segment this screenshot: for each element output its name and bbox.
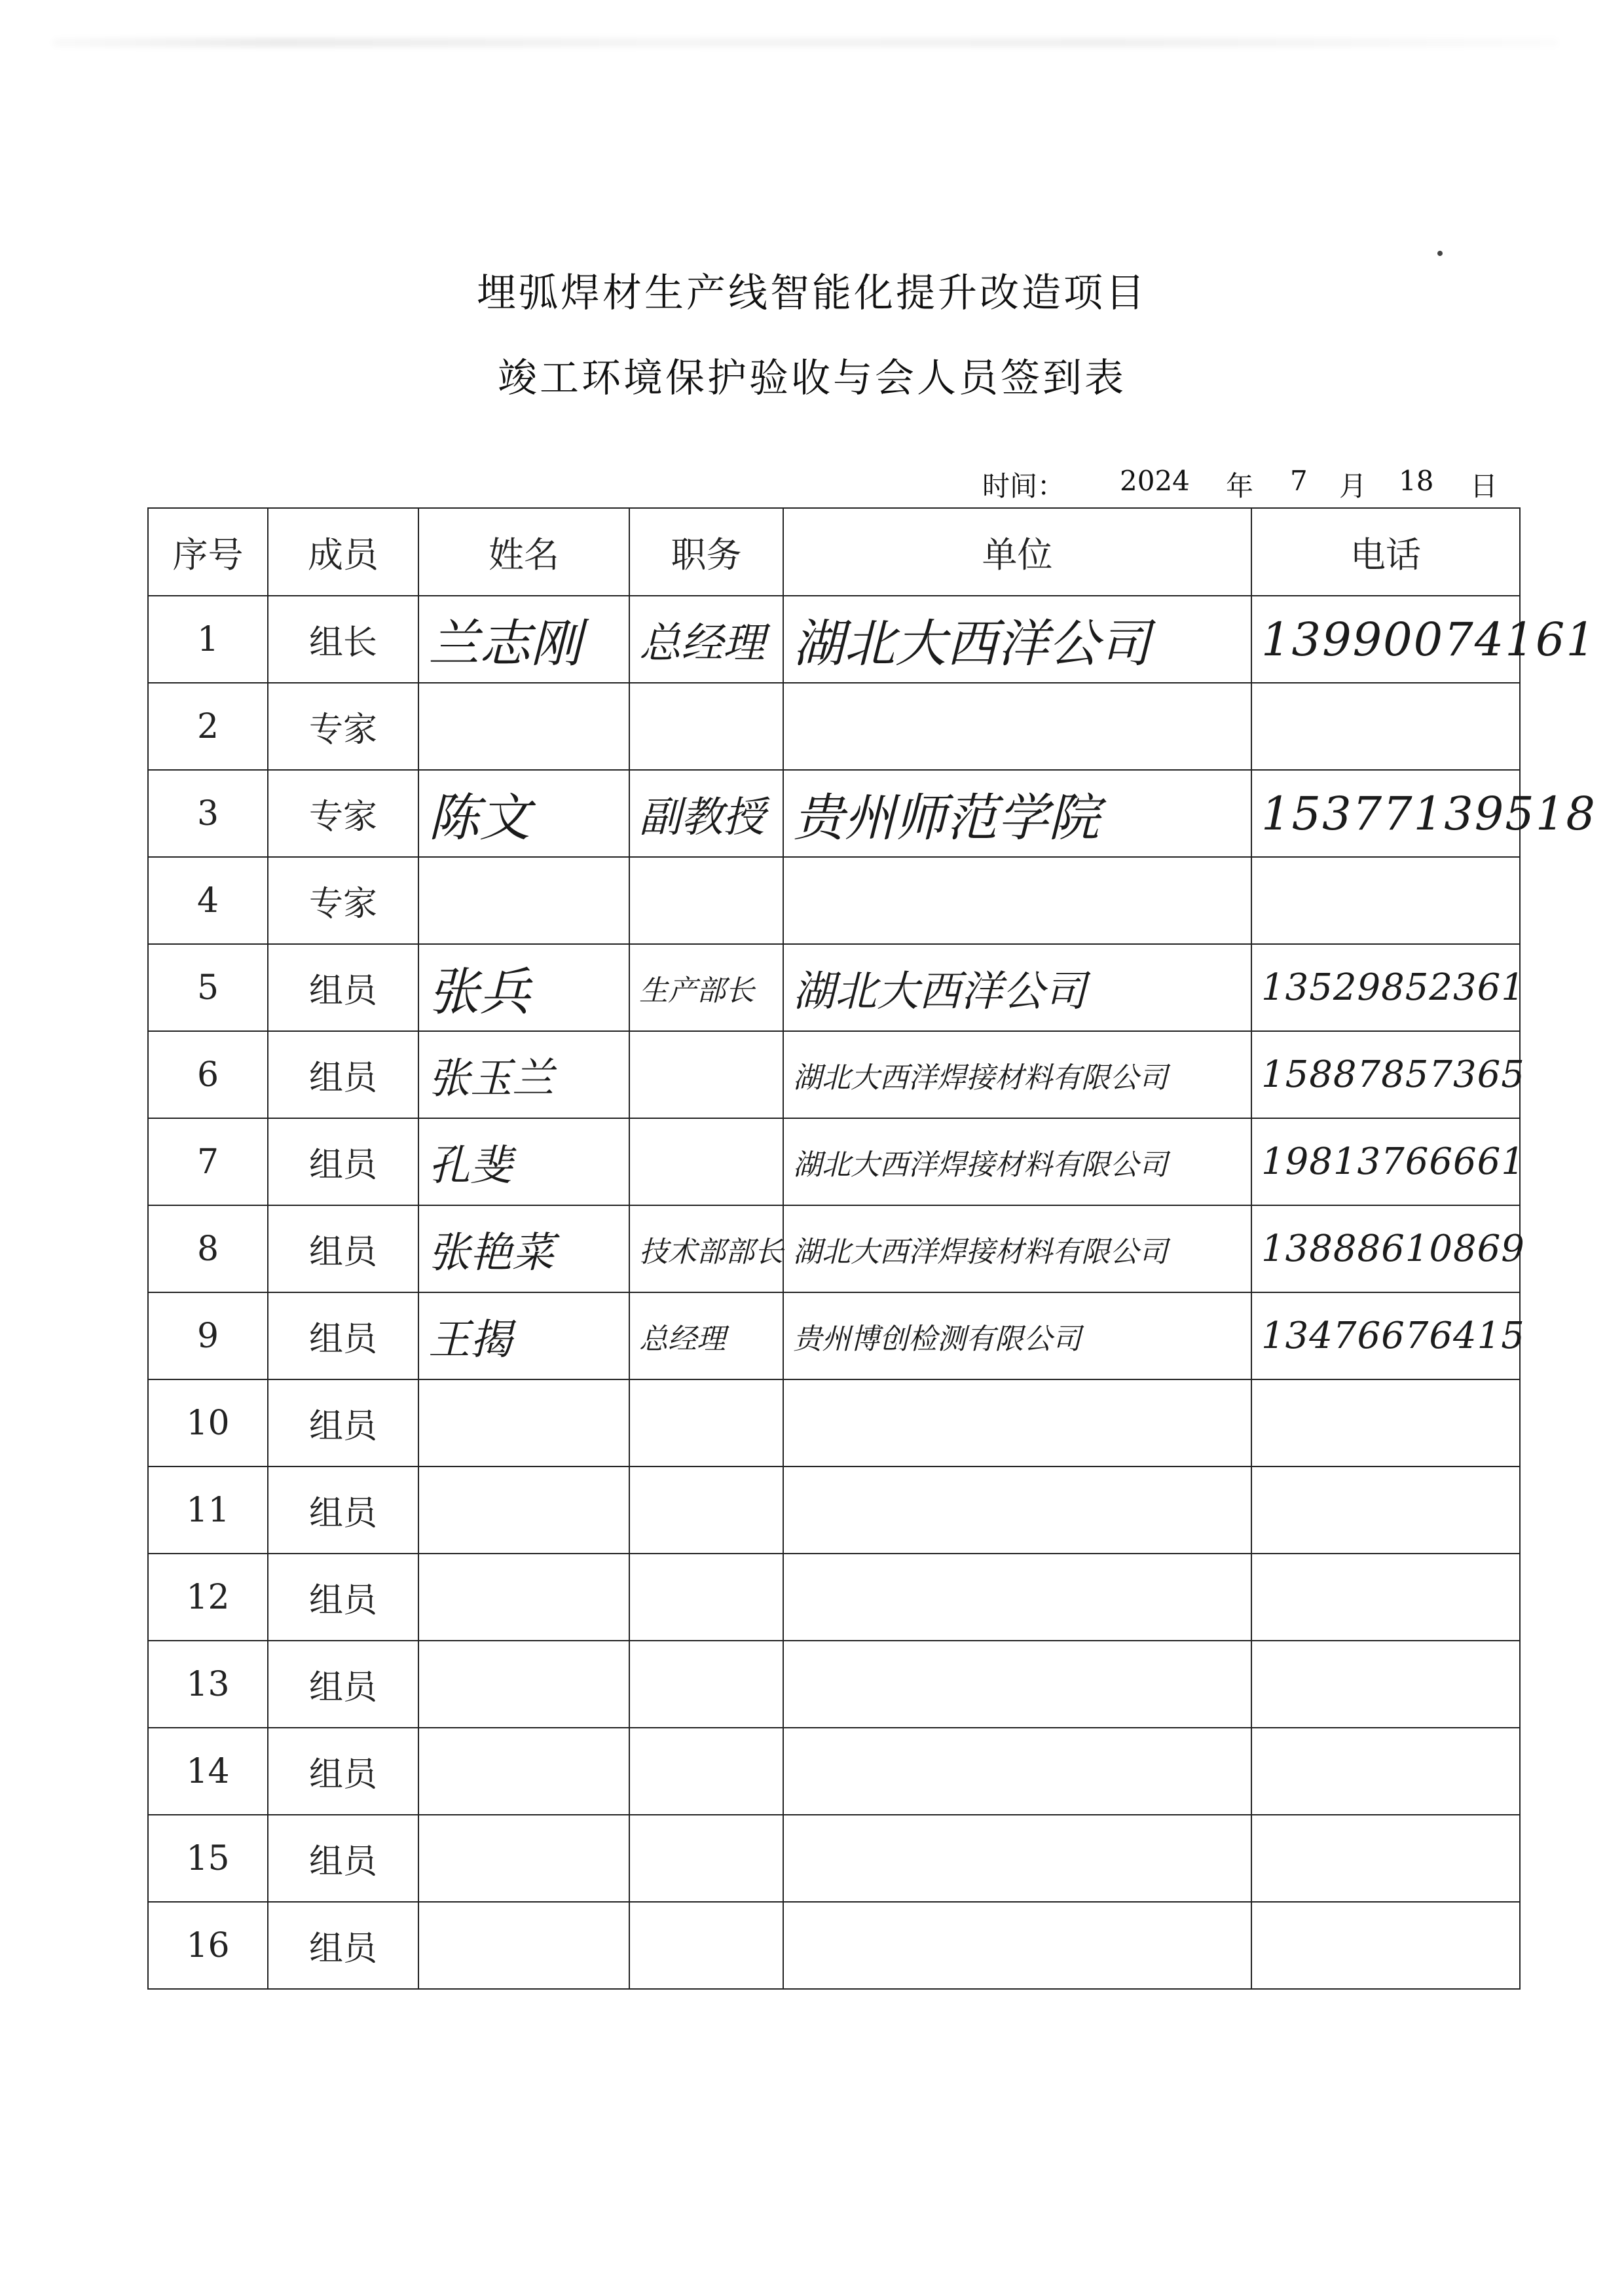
row-member: 专家: [268, 770, 418, 857]
row-phone-cell: [1251, 596, 1596, 683]
row-phone-cell: [1251, 1205, 1525, 1292]
row-position-cell: [629, 1815, 783, 1902]
row-phone-cell: [1251, 1031, 1525, 1118]
row-name-cell: [418, 1031, 629, 1118]
table-row: [148, 944, 1520, 1031]
row-unit: 湖北大西洋焊接材料有限公司: [793, 1061, 1168, 1095]
row-position-cell: [629, 1379, 783, 1467]
row-member: 组员: [268, 1292, 418, 1379]
table-row: [148, 1641, 1520, 1728]
row-member: 组员: [268, 1902, 418, 1989]
row-position-cell: [629, 683, 783, 770]
sign-in-table: [147, 507, 1596, 1990]
date-year: 2024: [1120, 465, 1190, 497]
table-row: [148, 1815, 1520, 1902]
row-unit-cell: [783, 683, 1251, 770]
row-index: 16: [148, 1902, 268, 1989]
row-name-cell: [418, 1728, 629, 1815]
row-unit-cell: [783, 1205, 1251, 1292]
row-name-signature: 王揭: [428, 1315, 512, 1364]
row-member: 组长: [268, 596, 418, 683]
row-position-cell: [629, 770, 783, 857]
row-unit: 湖北大西洋公司: [793, 614, 1151, 674]
row-unit-cell: [783, 1292, 1251, 1379]
row-phone: 19813766661: [1261, 1140, 1525, 1183]
row-member: 组员: [268, 1031, 418, 1118]
row-unit-cell: [783, 1815, 1251, 1902]
header-member: 成员: [268, 508, 418, 596]
row-unit-cell: [783, 1467, 1251, 1554]
row-name-signature: 兰志刚: [428, 614, 582, 674]
row-position-cell: [629, 1031, 783, 1118]
row-unit-cell: [783, 944, 1251, 1031]
row-name-cell: [418, 857, 629, 944]
row-index: 11: [148, 1467, 268, 1554]
header-unit: 单位: [783, 508, 1251, 596]
row-position: 总经理: [639, 1322, 726, 1356]
row-index: 5: [148, 944, 268, 1031]
date-year-unit: 年: [1226, 470, 1254, 502]
row-name-signature: 张玉兰: [428, 1054, 554, 1103]
row-position-cell: [629, 1467, 783, 1554]
row-position-cell: [629, 1641, 783, 1728]
row-member: 专家: [268, 857, 418, 944]
row-index: 6: [148, 1031, 268, 1118]
row-phone-cell: [1251, 1554, 1520, 1641]
row-name-cell: [418, 1467, 629, 1554]
row-member: 组员: [268, 1118, 418, 1205]
row-name-cell: [418, 1554, 629, 1641]
row-phone-cell: [1251, 857, 1520, 944]
row-member: 组员: [268, 1641, 418, 1728]
row-phone-cell: [1251, 944, 1525, 1031]
row-position: 总经理: [639, 619, 765, 668]
table-row: [148, 1031, 1520, 1118]
row-position-cell: [629, 944, 783, 1031]
row-index: 12: [148, 1554, 268, 1641]
row-unit-cell: [783, 1379, 1251, 1467]
row-name-signature: 陈文: [428, 788, 531, 848]
row-name-cell: [418, 944, 629, 1031]
row-phone-cell: [1251, 1292, 1525, 1379]
row-index: 10: [148, 1379, 268, 1467]
date-line: [982, 465, 1519, 504]
row-position-cell: [629, 1205, 783, 1292]
date-day: 18: [1399, 465, 1434, 497]
table-row: [148, 1292, 1520, 1379]
document-subtitle: 竣工环境保护验收与会人员签到表: [498, 355, 1126, 401]
row-position-cell: [629, 1292, 783, 1379]
table-row: [148, 683, 1520, 770]
row-name-cell: [418, 1292, 629, 1379]
row-index: 3: [148, 770, 268, 857]
row-phone: 13529852361: [1261, 966, 1525, 1009]
row-index: 15: [148, 1815, 268, 1902]
row-name-cell: [418, 770, 629, 857]
row-name-cell: [418, 1379, 629, 1467]
row-member: 组员: [268, 1728, 418, 1815]
row-name-cell: [418, 1205, 629, 1292]
row-name-cell: [418, 683, 629, 770]
row-member: 专家: [268, 683, 418, 770]
row-member: 组员: [268, 1554, 418, 1641]
row-phone: 13888610869: [1261, 1228, 1525, 1270]
row-unit: 贵州师范学院: [793, 788, 1100, 848]
table-row: [148, 857, 1520, 944]
row-unit: 湖北大西洋公司: [793, 967, 1086, 1016]
row-name-cell: [418, 596, 629, 683]
table-row: [148, 770, 1520, 857]
row-member: 组员: [268, 1205, 418, 1292]
table-row: [148, 1554, 1520, 1641]
header-index: 序号: [148, 508, 268, 596]
row-member: 组员: [268, 1815, 418, 1902]
header-position: 职务: [629, 508, 783, 596]
row-unit-cell: [783, 1031, 1251, 1118]
row-unit-cell: [783, 1554, 1251, 1641]
row-name-signature: 张艳菜: [428, 1228, 554, 1277]
header-phone: 电话: [1251, 508, 1520, 596]
date-month-unit: 月: [1339, 470, 1367, 502]
row-member: 组员: [268, 1467, 418, 1554]
row-unit: 贵州博创检测有限公司: [793, 1322, 1081, 1356]
row-position-cell: [629, 1554, 783, 1641]
date-label: 时间：: [982, 470, 1065, 502]
row-name-cell: [418, 1902, 629, 1989]
row-phone-cell: [1251, 1815, 1520, 1902]
table-header-row: [148, 508, 1520, 596]
table-row: [148, 1205, 1520, 1292]
row-phone-cell: [1251, 1902, 1520, 1989]
row-position-cell: [629, 1902, 783, 1989]
scan-speck: [1437, 250, 1444, 257]
row-phone-cell: [1251, 1467, 1520, 1554]
row-position-cell: [629, 1118, 783, 1205]
row-index: 9: [148, 1292, 268, 1379]
row-index: 1: [148, 596, 268, 683]
row-index: 4: [148, 857, 268, 944]
date-month: 7: [1290, 465, 1308, 497]
row-phone-cell: [1251, 770, 1596, 857]
row-phone-cell: [1251, 1728, 1520, 1815]
row-phone: 13990074161: [1261, 612, 1596, 666]
row-member: 组员: [268, 944, 418, 1031]
row-name-cell: [418, 1118, 629, 1205]
row-position-cell: [629, 1728, 783, 1815]
row-index: 7: [148, 1118, 268, 1205]
row-name-cell: [418, 1815, 629, 1902]
row-position-cell: [629, 596, 783, 683]
row-index: 2: [148, 683, 268, 770]
row-position: 副教授: [639, 793, 765, 842]
row-position-cell: [629, 857, 783, 944]
table-row: [148, 1379, 1520, 1467]
row-phone-cell: [1251, 683, 1520, 770]
row-position: 生产部长: [639, 974, 754, 1008]
row-unit: 湖北大西洋焊接材料有限公司: [793, 1235, 1168, 1269]
row-unit-cell: [783, 596, 1251, 683]
table-row: [148, 1467, 1520, 1554]
row-unit-cell: [783, 1728, 1251, 1815]
row-phone-cell: [1251, 1118, 1525, 1205]
row-unit: 湖北大西洋焊接材料有限公司: [793, 1148, 1168, 1182]
table-row: [148, 1902, 1520, 1989]
scan-smudge: [52, 38, 1559, 47]
row-phone-cell: [1251, 1641, 1520, 1728]
row-phone: 13476676415: [1261, 1315, 1525, 1357]
row-index: 13: [148, 1641, 268, 1728]
row-index: 8: [148, 1205, 268, 1292]
row-position: 技术部部长: [639, 1235, 783, 1269]
table-row: [148, 596, 1520, 683]
row-unit-cell: [783, 1902, 1251, 1989]
document-title: 埋弧焊材生产线智能化提升改造项目: [477, 270, 1147, 316]
row-name-signature: 孔斐: [428, 1141, 512, 1190]
row-unit-cell: [783, 1118, 1251, 1205]
table-row: [148, 1118, 1520, 1205]
row-unit-cell: [783, 1641, 1251, 1728]
header-name: 姓名: [418, 508, 629, 596]
row-index: 14: [148, 1728, 268, 1815]
row-name-cell: [418, 1641, 629, 1728]
row-phone: 15377139518: [1261, 786, 1596, 841]
row-name-signature: 张兵: [428, 962, 531, 1022]
date-day-unit: 日: [1470, 470, 1498, 502]
table-row: [148, 1728, 1520, 1815]
row-phone: 15887857365: [1261, 1053, 1525, 1096]
row-unit-cell: [783, 770, 1251, 857]
row-phone-cell: [1251, 1379, 1520, 1467]
row-unit-cell: [783, 857, 1251, 944]
row-member: 组员: [268, 1379, 418, 1467]
